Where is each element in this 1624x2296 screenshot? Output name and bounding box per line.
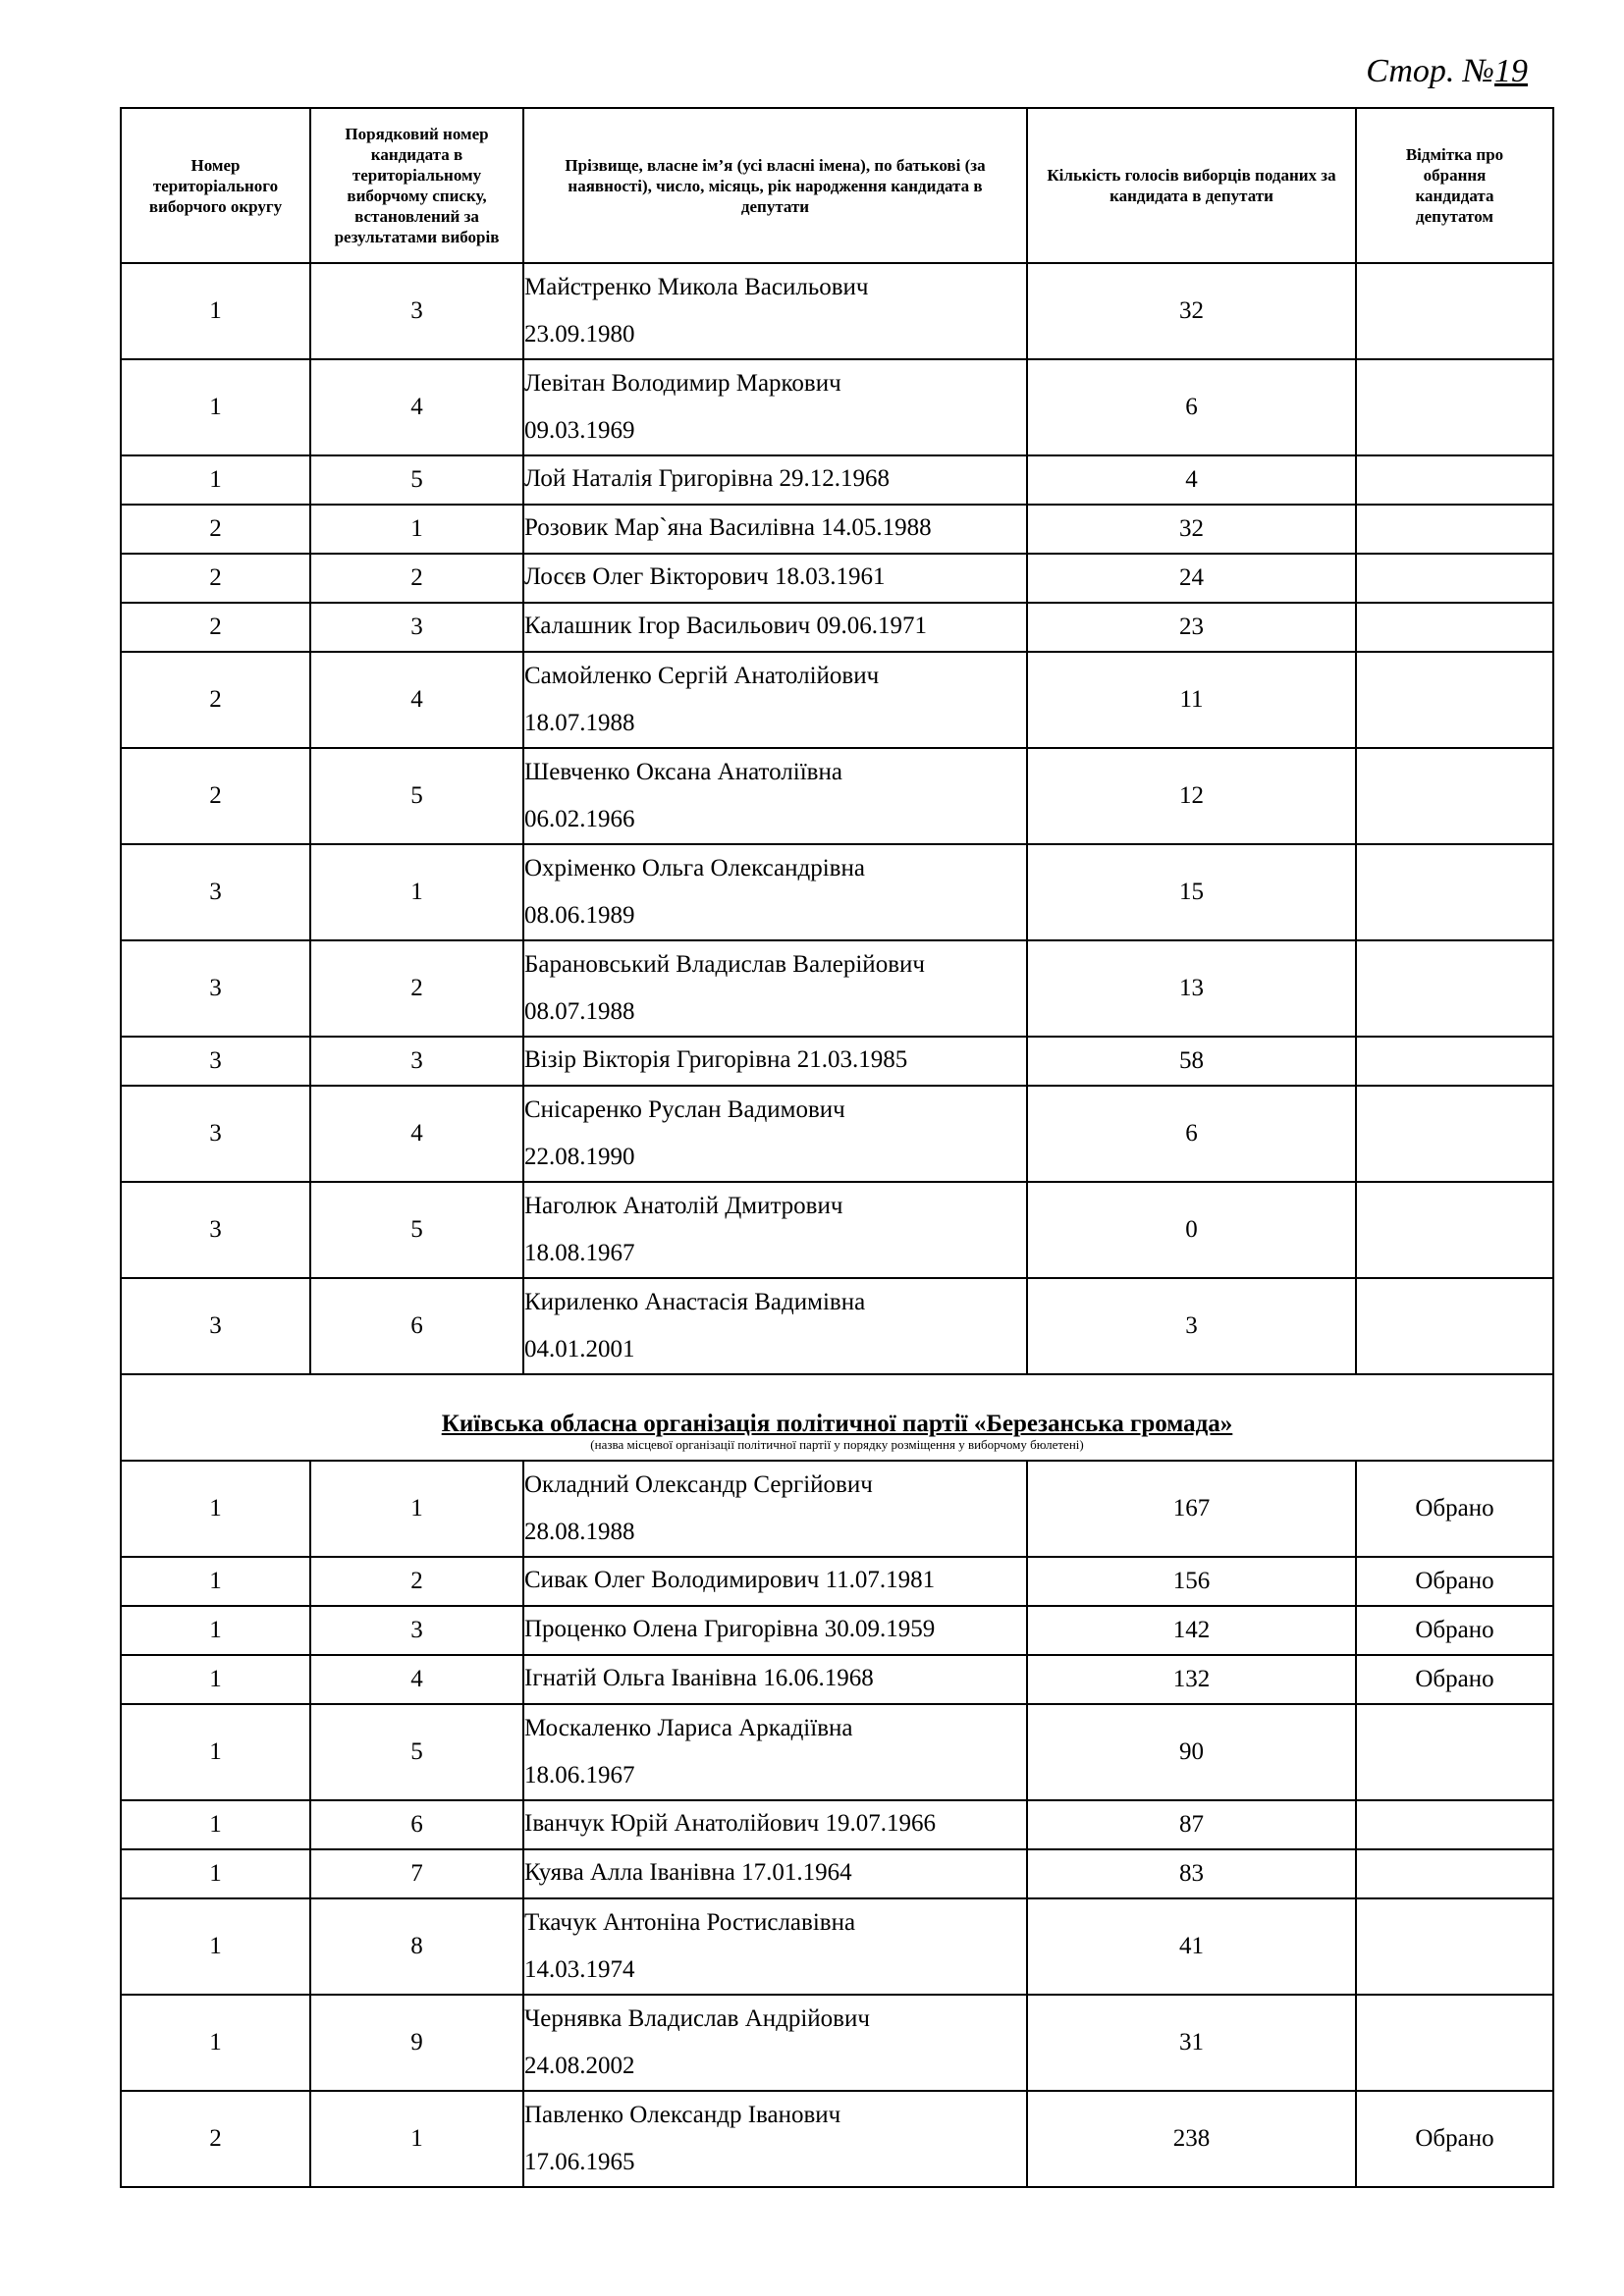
votes-cell: 0 <box>1027 1182 1356 1278</box>
table-row <box>121 844 1553 940</box>
table-row <box>121 2091 1553 2187</box>
district-cell: 3 <box>121 844 310 940</box>
district-cell: 1 <box>121 1704 310 1800</box>
table-row <box>121 1037 1553 1086</box>
order-cell: 3 <box>310 263 523 359</box>
group1-rows <box>121 263 1553 1374</box>
elected-mark-cell <box>1356 1182 1553 1278</box>
votes-cell: 41 <box>1027 1898 1356 1995</box>
candidate-cell <box>523 1898 1027 1995</box>
candidate-dob: 19.07.1966 <box>825 1810 936 1837</box>
candidate-cell <box>523 1849 1027 1898</box>
district-cell: 3 <box>121 1278 310 1374</box>
party-section-row <box>121 1374 1553 1461</box>
table-row <box>121 1898 1553 1995</box>
header-mark: Відмітка про обрання кандидата депутатом <box>1356 108 1553 263</box>
elected-mark-cell <box>1356 1037 1553 1086</box>
votes-cell: 167 <box>1027 1461 1356 1557</box>
elected-mark-cell <box>1356 505 1553 554</box>
candidate-cell <box>523 652 1027 748</box>
party-section-cell <box>121 1374 1553 1461</box>
district-cell: 1 <box>121 1898 310 1995</box>
candidate-dob: 21.03.1985 <box>796 1046 908 1073</box>
table-row <box>121 505 1553 554</box>
candidate-dob: 14.05.1988 <box>821 514 932 541</box>
candidate-cell <box>523 1182 1027 1278</box>
votes-cell: 24 <box>1027 554 1356 603</box>
district-cell: 1 <box>121 1461 310 1557</box>
order-cell: 2 <box>310 1557 523 1606</box>
table-row <box>121 1800 1553 1849</box>
table-row <box>121 1278 1553 1374</box>
votes-cell: 142 <box>1027 1606 1356 1655</box>
page-number-value: 19 <box>1494 53 1528 89</box>
candidate-name: Барановський Владислав Валерійович <box>524 951 925 978</box>
elected-mark-cell <box>1356 603 1553 652</box>
candidate-dob: 08.06.1989 <box>524 902 635 929</box>
candidate-dob: 28.08.1988 <box>524 1519 635 1545</box>
candidate-name: Ткачук Антоніна Ростиславівна <box>524 1909 856 1936</box>
elected-mark-cell <box>1356 1278 1553 1374</box>
table-row <box>121 748 1553 844</box>
table-row <box>121 1995 1553 2091</box>
table-row <box>121 652 1553 748</box>
table-row <box>121 1086 1553 1182</box>
elected-mark-cell <box>1356 1898 1553 1995</box>
order-cell: 1 <box>310 505 523 554</box>
candidate-name: Павленко Олександр Іванович <box>524 2102 841 2128</box>
candidate-dob: 23.09.1980 <box>524 321 635 347</box>
votes-cell: 83 <box>1027 1849 1356 1898</box>
district-cell: 2 <box>121 603 310 652</box>
votes-cell: 15 <box>1027 844 1356 940</box>
party-note: (назва місцевої організації політичної партії у порядку розміщення у виборчому бюлетені) <box>590 1437 1084 1452</box>
candidate-name: Чернявка Владислав Андрійович <box>524 2005 870 2032</box>
votes-cell: 3 <box>1027 1278 1356 1374</box>
order-cell: 9 <box>310 1995 523 2091</box>
header-votes: Кількість голосів виборців поданих за кандидата в депутати <box>1027 108 1356 263</box>
table-row <box>121 940 1553 1037</box>
candidate-name: Калашник Ігор Васильович <box>524 613 811 639</box>
elected-mark-cell <box>1356 1995 1553 2091</box>
votes-cell: 156 <box>1027 1557 1356 1606</box>
order-cell: 3 <box>310 603 523 652</box>
votes-cell: 6 <box>1027 359 1356 455</box>
candidate-dob: 16.06.1968 <box>763 1665 874 1691</box>
elected-mark-cell <box>1356 1849 1553 1898</box>
candidate-name: Наголюк Анатолій Дмитрович <box>524 1193 843 1219</box>
district-cell: 1 <box>121 455 310 505</box>
district-cell: 2 <box>121 2091 310 2187</box>
party-name: Київська обласна організація політичної партії «Березанська громада» <box>441 1411 1233 1437</box>
candidate-cell <box>523 263 1027 359</box>
election-results-table <box>120 107 1554 2188</box>
candidate-name: Лой Наталія Григорівна <box>524 465 774 492</box>
candidate-dob: 09.03.1969 <box>524 417 635 444</box>
candidate-dob: 04.01.2001 <box>524 1336 635 1362</box>
candidate-name: Іванчук Юрій Анатолійович <box>524 1810 820 1837</box>
candidate-cell <box>523 2091 1027 2187</box>
candidate-cell <box>523 748 1027 844</box>
candidate-dob: 29.12.1968 <box>779 465 891 492</box>
order-cell: 1 <box>310 2091 523 2187</box>
candidate-dob: 14.03.1974 <box>524 1956 635 1983</box>
order-cell: 6 <box>310 1278 523 1374</box>
candidate-name: Самойленко Сергій Анатолійович <box>524 663 880 689</box>
order-cell: 5 <box>310 1182 523 1278</box>
table-row <box>121 1461 1553 1557</box>
order-cell: 2 <box>310 554 523 603</box>
candidate-cell <box>523 455 1027 505</box>
candidate-name: Проценко Олена Григорівна <box>524 1616 819 1642</box>
elected-mark-cell <box>1356 359 1553 455</box>
district-cell: 1 <box>121 1557 310 1606</box>
candidate-dob: 09.06.1971 <box>816 613 927 639</box>
elected-mark-cell: Обрано <box>1356 1557 1553 1606</box>
elected-mark-cell <box>1356 940 1553 1037</box>
elected-mark-cell <box>1356 455 1553 505</box>
votes-cell: 31 <box>1027 1995 1356 2091</box>
votes-cell: 132 <box>1027 1655 1356 1704</box>
elected-mark-cell <box>1356 1800 1553 1849</box>
elected-mark-cell: Обрано <box>1356 2091 1553 2187</box>
candidate-dob: 17.01.1964 <box>741 1859 852 1886</box>
district-cell: 2 <box>121 748 310 844</box>
order-cell: 4 <box>310 1655 523 1704</box>
votes-cell: 12 <box>1027 748 1356 844</box>
elected-mark-cell: Обрано <box>1356 1606 1553 1655</box>
header-district: Номер територіального виборчого округу <box>121 108 310 263</box>
votes-cell: 4 <box>1027 455 1356 505</box>
district-cell: 1 <box>121 1606 310 1655</box>
candidate-cell <box>523 603 1027 652</box>
table-row <box>121 1606 1553 1655</box>
order-cell: 5 <box>310 748 523 844</box>
candidate-cell <box>523 1461 1027 1557</box>
district-cell: 1 <box>121 1800 310 1849</box>
header-order: Порядковий номер кандидата в територіальному виборчому списку, встановлений за результатами виборів <box>310 108 523 263</box>
candidate-cell <box>523 359 1027 455</box>
table-row <box>121 455 1553 505</box>
candidate-cell <box>523 1995 1027 2091</box>
elected-mark-cell <box>1356 263 1553 359</box>
table-row <box>121 1849 1553 1898</box>
elected-mark-cell: Обрано <box>1356 1461 1553 1557</box>
elected-mark-cell: Обрано <box>1356 1655 1553 1704</box>
order-cell: 1 <box>310 1461 523 1557</box>
candidate-dob: 18.03.1961 <box>775 563 886 590</box>
table-row <box>121 603 1553 652</box>
order-cell: 4 <box>310 652 523 748</box>
table-row <box>121 263 1553 359</box>
order-cell: 3 <box>310 1037 523 1086</box>
votes-cell: 87 <box>1027 1800 1356 1849</box>
district-cell: 3 <box>121 1037 310 1086</box>
candidate-cell <box>523 1655 1027 1704</box>
candidate-name: Окладний Олександр Сергійович <box>524 1471 873 1498</box>
candidate-name: Лосєв Олег Вікторович <box>524 563 769 590</box>
votes-cell: 6 <box>1027 1086 1356 1182</box>
candidate-name: Ігнатій Ольга Іванівна <box>524 1665 757 1691</box>
order-cell: 2 <box>310 940 523 1037</box>
candidate-name: Москаленко Лариса Аркадіївна <box>524 1715 853 1741</box>
candidate-cell <box>523 1557 1027 1606</box>
order-cell: 3 <box>310 1606 523 1655</box>
candidate-dob: 08.07.1988 <box>524 998 635 1025</box>
candidate-name: Шевченко Оксана Анатоліївна <box>524 759 842 785</box>
order-cell: 6 <box>310 1800 523 1849</box>
candidate-name: Кириленко Анастасія Вадимівна <box>524 1289 866 1315</box>
elected-mark-cell <box>1356 844 1553 940</box>
candidate-name: Снісаренко Руслан Вадимович <box>524 1096 845 1123</box>
candidate-dob: 22.08.1990 <box>524 1144 635 1170</box>
votes-cell: 90 <box>1027 1704 1356 1800</box>
table-row <box>121 1182 1553 1278</box>
table-header-row <box>121 108 1553 263</box>
order-cell: 4 <box>310 1086 523 1182</box>
district-cell: 1 <box>121 1849 310 1898</box>
order-cell: 7 <box>310 1849 523 1898</box>
elected-mark-cell <box>1356 1704 1553 1800</box>
table-row <box>121 1557 1553 1606</box>
order-cell: 1 <box>310 844 523 940</box>
district-cell: 2 <box>121 505 310 554</box>
district-cell: 1 <box>121 1995 310 2091</box>
district-cell: 3 <box>121 1086 310 1182</box>
candidate-dob: 30.09.1959 <box>824 1616 936 1642</box>
candidate-name: Охріменко Ольга Олександрівна <box>524 855 865 881</box>
candidate-cell <box>523 1086 1027 1182</box>
votes-cell: 58 <box>1027 1037 1356 1086</box>
candidate-cell <box>523 1606 1027 1655</box>
candidate-dob: 17.06.1965 <box>524 2149 635 2175</box>
candidate-dob: 18.07.1988 <box>524 710 635 736</box>
votes-cell: 238 <box>1027 2091 1356 2187</box>
candidate-dob: 18.08.1967 <box>524 1240 635 1266</box>
header-name: Прізвище, власне ім’я (усі власні імена), по батькові (за наявності), число, місяць, рік народження кандидата в депутати <box>523 108 1027 263</box>
page-number-label: Стор. № <box>1366 53 1494 89</box>
candidate-dob: 24.08.2002 <box>524 2053 635 2079</box>
candidate-name: Візір Вікторія Григорівна <box>524 1046 791 1073</box>
candidate-cell <box>523 1278 1027 1374</box>
votes-cell: 32 <box>1027 263 1356 359</box>
order-cell: 8 <box>310 1898 523 1995</box>
candidate-dob: 18.06.1967 <box>524 1762 635 1789</box>
district-cell: 2 <box>121 652 310 748</box>
votes-cell: 23 <box>1027 603 1356 652</box>
page-number <box>1366 53 1528 90</box>
order-cell: 5 <box>310 455 523 505</box>
district-cell: 1 <box>121 1655 310 1704</box>
candidate-cell <box>523 940 1027 1037</box>
candidate-name: Розовик Мар`яна Василівна <box>524 514 815 541</box>
votes-cell: 11 <box>1027 652 1356 748</box>
elected-mark-cell <box>1356 554 1553 603</box>
district-cell: 1 <box>121 263 310 359</box>
votes-cell: 32 <box>1027 505 1356 554</box>
candidate-cell <box>523 505 1027 554</box>
candidate-cell <box>523 1037 1027 1086</box>
table-row <box>121 554 1553 603</box>
votes-cell: 13 <box>1027 940 1356 1037</box>
order-cell: 5 <box>310 1704 523 1800</box>
table-row <box>121 359 1553 455</box>
candidate-cell <box>523 1800 1027 1849</box>
candidate-cell <box>523 844 1027 940</box>
table-row <box>121 1655 1553 1704</box>
candidate-cell <box>523 1704 1027 1800</box>
elected-mark-cell <box>1356 1086 1553 1182</box>
district-cell: 3 <box>121 1182 310 1278</box>
candidate-name: Куява Алла Іванівна <box>524 1859 735 1886</box>
district-cell: 3 <box>121 940 310 1037</box>
elected-mark-cell <box>1356 748 1553 844</box>
candidate-cell <box>523 554 1027 603</box>
order-cell: 4 <box>310 359 523 455</box>
group2-rows <box>121 1461 1553 2187</box>
candidate-name: Сивак Олег Володимирович <box>524 1567 820 1593</box>
candidate-name: Майстренко Микола Васильович <box>524 274 869 300</box>
candidate-dob: 06.02.1966 <box>524 806 635 832</box>
district-cell: 2 <box>121 554 310 603</box>
district-cell: 1 <box>121 359 310 455</box>
table-row <box>121 1704 1553 1800</box>
candidate-dob: 11.07.1981 <box>825 1567 936 1593</box>
elected-mark-cell <box>1356 652 1553 748</box>
candidate-name: Левітан Володимир Маркович <box>524 370 841 397</box>
